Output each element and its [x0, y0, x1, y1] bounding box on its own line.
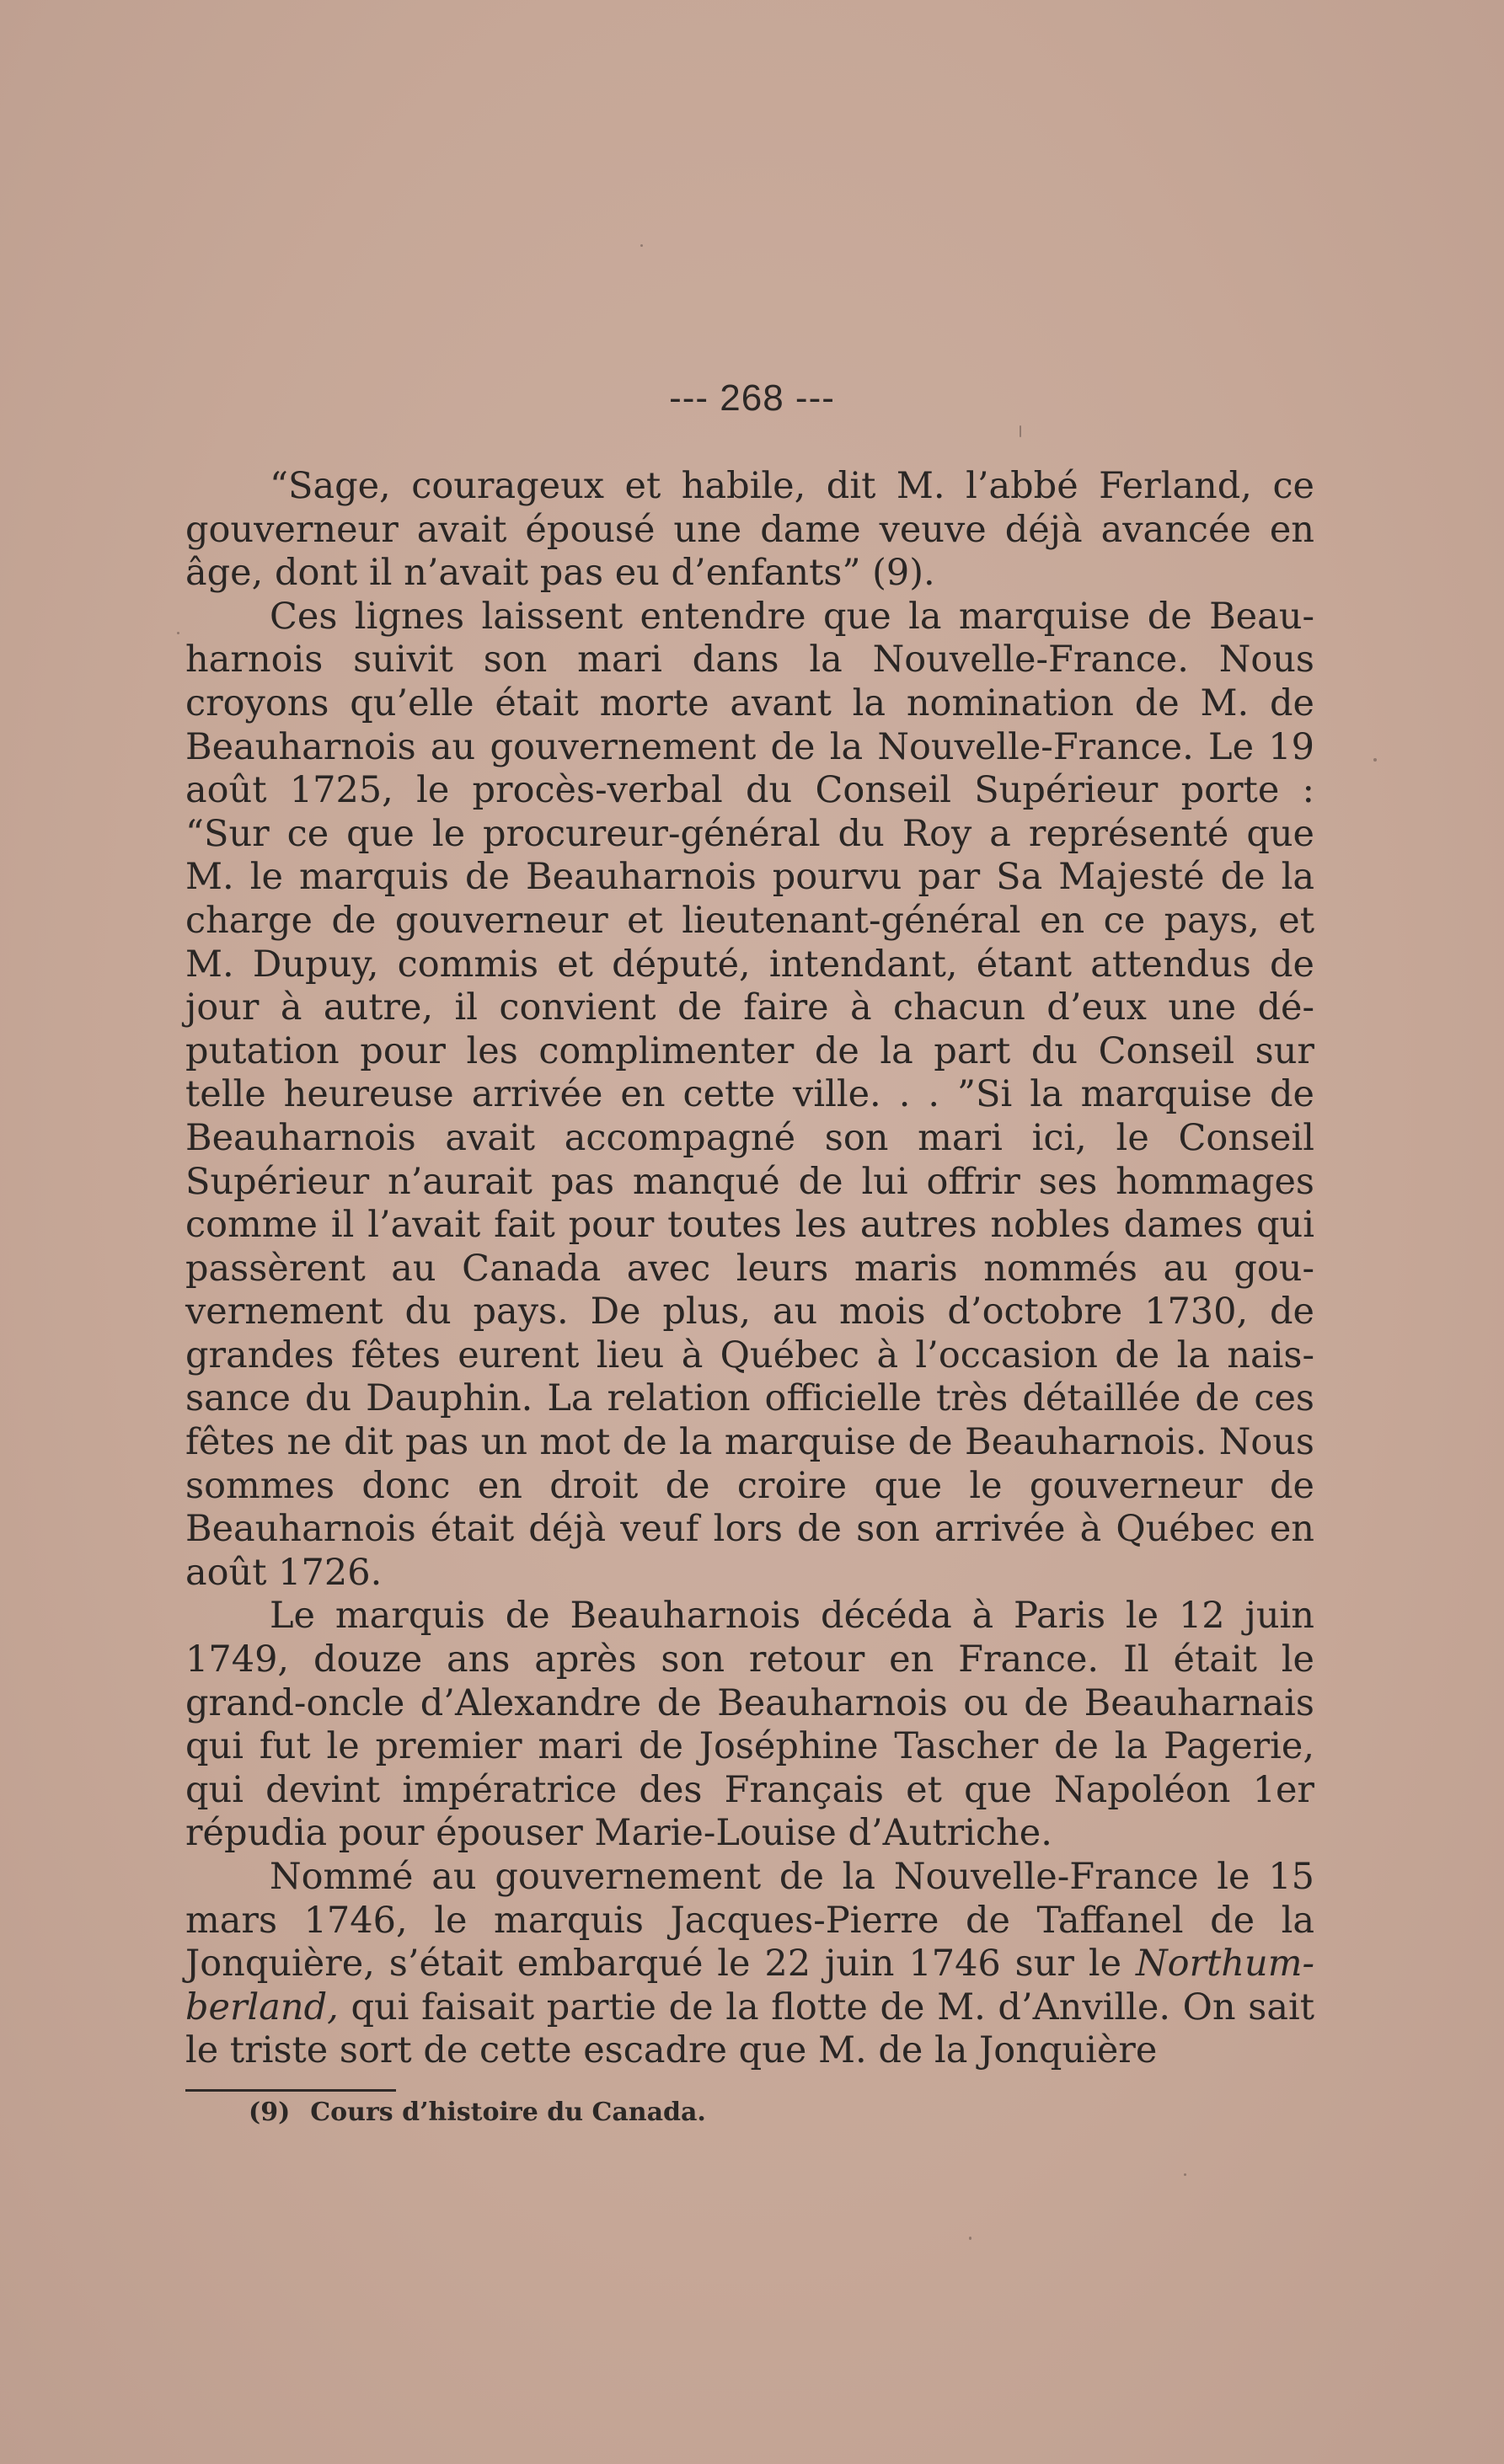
- ship-name: Northumberland,: [185, 1943, 1314, 2028]
- page-number: --- 268 ---: [669, 377, 835, 419]
- footnote-rule: [185, 2089, 396, 2092]
- paper-speck: [177, 632, 179, 634]
- footnote-mark: (9): [249, 2098, 291, 2127]
- paragraph-2: Ces lignes laissent entendre que la marquise de Beauharnois suivit son mari dans la Nouvelle-France. Nous croyons qu’elle était morte avant la nomination de M. de Beauharnois au gouvernement de la Nouvelle-France. Le 19 août 1725, le procès-verbal du Conseil Supérieur porte : “Sur ce que le procureur-général du Roy a représenté que M. le marquis de Beauharnois pourvu par Sa Majesté de la charge de gouverneur et lieutenant-général en ce pays, et M. Dupuy, commis et député, intendant, étant attendus de jour à autre, il convient de faire à chacun d’eux une députation pour les complimenter de la part du Conseil sur telle heureuse arrivée en cette ville. . . ”Si la marquise de Beauharnois avait accompagné son mari ici, le Conseil Supérieur n’aurait pas manqué de lui offrir ses hommages comme il l’avait fait pour toutes les autres nobles dames qui passèrent au Canada avec leurs maris nommés au gouvernement du pays. De plus, au mois d’octobre 1730, de grandes fêtes eurent lieu à Québec à l’occasion de la naissance du Dauphin. La relation officielle très détaillée de ces fêtes ne dit pas un mot de la marquise de Beauharnois. Nous sommes donc en droit de croire que le gouverneur de Beauharnois était déjà veuf lors de son arrivée à Québec en août 1726.: [185, 595, 1314, 1594]
- paragraph-4-text-start: Nommé au gouvernement de la Nouvelle-France le 15 mars 1746, le marquis Jacques-Pierre de Taffanel de la Jonquière, s’était embarqué le 22 juin 1746 sur le: [185, 1856, 1314, 1986]
- body-text: [185, 465, 1314, 2073]
- paper-speck: [1020, 425, 1021, 437]
- paragraph-1: “Sage, courageux et habile, dit M. l’abbé Ferland, ce gouverneur avait épousé une dame veuve déjà avancée en âge, dont il n’avait pas eu d’enfants” (9).: [185, 465, 1314, 595]
- paper-speck: [1184, 2173, 1186, 2176]
- paragraph-4-text-end: qui faisait partie de la flotte de M. d’Anville. On sait le triste sort de cette escadre que M. de la Jonquière: [185, 1986, 1314, 2072]
- paragraph-3: Le marquis de Beauharnois décéda à Paris le 12 juin 1749, douze ans après son retour en France. Il était le grand-oncle d’Alexandre de Beauharnois ou de Beauharnais qui fut le premier mari de Joséphine Tascher de la Pagerie, qui devint impératrice des Français et que Napoléon 1er répudia pour épouser Marie-Louise d’Autriche.: [185, 1595, 1314, 1855]
- paper-speck: [640, 244, 643, 247]
- footnote: [249, 2098, 706, 2127]
- footnote-text: Cours d’histoire du Canada.: [310, 2098, 706, 2127]
- paragraph-4: [185, 1856, 1314, 2073]
- paper-speck: [1373, 758, 1377, 762]
- paper-speck: [969, 2237, 971, 2240]
